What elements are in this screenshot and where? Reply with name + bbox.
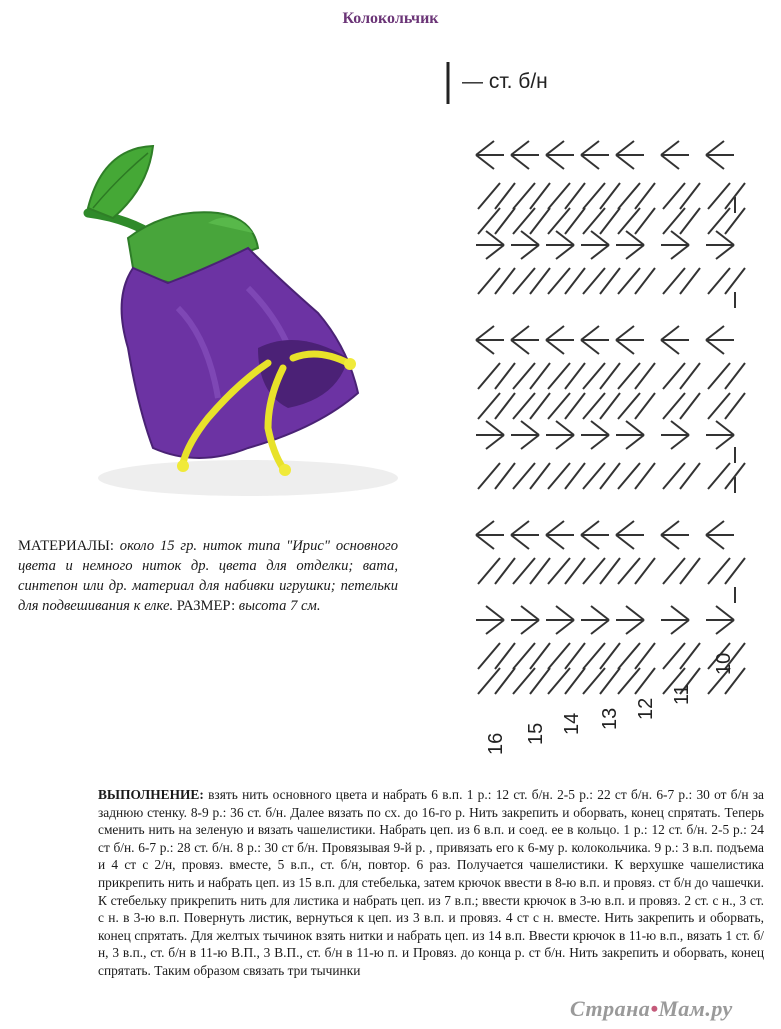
- single-crochet-stitch: [663, 463, 685, 489]
- single-crochet-stitch: [548, 558, 570, 584]
- single-crochet-stitch: [708, 463, 730, 489]
- increase-stitch: [486, 620, 504, 634]
- single-crochet-stitch: [663, 363, 685, 389]
- single-crochet-stitch: [478, 363, 500, 389]
- single-crochet-stitch: [513, 463, 535, 489]
- single-crochet-stitch: [618, 463, 640, 489]
- single-crochet-stitch: [708, 393, 730, 419]
- single-crochet-stitch: [478, 393, 500, 419]
- decrease-stitch: [706, 141, 724, 155]
- single-crochet-stitch: [583, 363, 605, 389]
- decrease-stitch: [661, 155, 679, 169]
- increase-stitch: [556, 606, 574, 620]
- decrease-stitch: [616, 535, 634, 549]
- chart-row-number: 12: [635, 697, 657, 720]
- increase-stitch: [556, 620, 574, 634]
- decrease-stitch: [476, 155, 494, 169]
- single-crochet-stitch: [583, 183, 605, 209]
- single-crochet-stitch: [513, 208, 535, 234]
- single-crochet-stitch: [478, 463, 500, 489]
- single-crochet-stitch: [548, 268, 570, 294]
- decrease-stitch: [476, 141, 494, 155]
- single-crochet-stitch: [618, 668, 640, 694]
- decrease-stitch: [661, 521, 679, 535]
- decrease-stitch: [581, 535, 599, 549]
- increase-stitch: [591, 245, 609, 259]
- materials-text: около 15 гр. ниток типа "Ирис" основного цвета и немного ниток др. цвета для отделки; вата, синтепон или др. материал для набивки игрушки; петельки для подвешивания к елке.: [18, 538, 398, 614]
- decrease-stitch: [661, 340, 679, 354]
- single-crochet-stitch: [513, 558, 535, 584]
- decrease-stitch: [546, 155, 564, 169]
- chart-row-number: 11: [671, 684, 693, 705]
- increase-stitch: [556, 421, 574, 435]
- single-crochet-stitch: [513, 643, 535, 669]
- decrease-stitch: [661, 535, 679, 549]
- decrease-stitch: [476, 521, 494, 535]
- chart-row-number: 14: [561, 712, 583, 735]
- single-crochet-stitch: [618, 268, 640, 294]
- decrease-stitch: [511, 521, 529, 535]
- increase-stitch: [486, 421, 504, 435]
- size-label: РАЗМЕР:: [176, 598, 236, 614]
- increase-stitch: [626, 245, 644, 259]
- increase-stitch: [591, 606, 609, 620]
- increase-stitch: [486, 435, 504, 449]
- decrease-stitch: [616, 340, 634, 354]
- increase-stitch: [556, 435, 574, 449]
- increase-stitch: [671, 245, 689, 259]
- single-crochet-stitch: [478, 643, 500, 669]
- increase-stitch: [521, 435, 539, 449]
- bellflower-photo: [18, 108, 406, 518]
- increase-stitch: [591, 421, 609, 435]
- increase-stitch: [716, 435, 734, 449]
- decrease-stitch: [546, 340, 564, 354]
- increase-stitch: [591, 620, 609, 634]
- decrease-stitch: [476, 535, 494, 549]
- single-crochet-stitch: [618, 363, 640, 389]
- decrease-stitch: [546, 326, 564, 340]
- decrease-stitch: [706, 155, 724, 169]
- decrease-stitch: [476, 326, 494, 340]
- decrease-stitch: [546, 521, 564, 535]
- increase-stitch: [671, 435, 689, 449]
- chart-legend: — ст. б/н: [462, 70, 548, 93]
- increase-stitch: [626, 620, 644, 634]
- single-crochet-stitch: [618, 208, 640, 234]
- increase-stitch: [486, 245, 504, 259]
- materials-label: МАТЕРИАЛЫ:: [18, 538, 114, 554]
- chart-row-number: 16: [485, 732, 507, 755]
- chart-row-number: 15: [525, 722, 547, 745]
- increase-stitch: [521, 620, 539, 634]
- single-crochet-stitch: [548, 183, 570, 209]
- single-crochet-stitch: [548, 643, 570, 669]
- decrease-stitch: [616, 141, 634, 155]
- decrease-stitch: [616, 521, 634, 535]
- single-crochet-stitch: [513, 393, 535, 419]
- single-crochet-stitch: [513, 668, 535, 694]
- single-crochet-stitch: [478, 268, 500, 294]
- chart-row-number: 10: [713, 652, 735, 675]
- single-crochet-stitch: [663, 393, 685, 419]
- decrease-stitch: [476, 340, 494, 354]
- single-crochet-stitch: [583, 268, 605, 294]
- single-crochet-stitch: [708, 183, 730, 209]
- increase-stitch: [626, 435, 644, 449]
- single-crochet-stitch: [548, 668, 570, 694]
- single-crochet-stitch: [548, 393, 570, 419]
- single-crochet-stitch: [513, 268, 535, 294]
- single-crochet-stitch: [478, 208, 500, 234]
- single-crochet-stitch: [513, 183, 535, 209]
- decrease-stitch: [581, 521, 599, 535]
- single-crochet-stitch: [583, 463, 605, 489]
- decrease-stitch: [511, 340, 529, 354]
- decrease-stitch: [706, 326, 724, 340]
- increase-stitch: [716, 606, 734, 620]
- single-crochet-stitch: [478, 558, 500, 584]
- decrease-stitch: [511, 326, 529, 340]
- decrease-stitch: [706, 521, 724, 535]
- materials-block: [18, 536, 398, 616]
- single-crochet-stitch: [478, 668, 500, 694]
- increase-stitch: [521, 606, 539, 620]
- single-crochet-stitch: [548, 463, 570, 489]
- chart-row-number: 13: [599, 707, 621, 730]
- decrease-stitch: [511, 155, 529, 169]
- single-crochet-stitch: [663, 208, 685, 234]
- page-title: Колокольчик: [342, 10, 439, 27]
- single-crochet-stitch: [708, 268, 730, 294]
- single-crochet-stitch: [583, 668, 605, 694]
- single-crochet-stitch: [708, 363, 730, 389]
- single-crochet-stitch: [583, 643, 605, 669]
- decrease-stitch: [581, 326, 599, 340]
- instructions-text: взять нить основного цвета и набрать 6 в.п. 1 р.: 12 ст. б/н. 2-5 р.: 22 ст б/н. 6-7 р.: 30 от б/н за заднюю стенку. 8-9 р.: 36 ст. б/н. Далее вязать по сх. до 16-го р. Нить закрепить и оборвать, конец спрятать. Теперь сменить нить на зеленую и вязать чашелистики. Набрать цеп. из 6 в.п. и соед. ее в кольцо. 1 р.: 12 ст. б/н. 2-5 р.: 24 ст б/н. 6-7 р.: 28 ст. б/н. 8 р.: 30 ст б/н. Провязывая 9-й р. , привязать его к 6-му р. колокольчика. 9 р.: 3 в.п. подъема и 4 ст с 2/н, провяз. вместе, 5 в.п., ст. б/н, повтор. 6 раз. Получается чашелистики. К верхушке чашелистика прикрепить нить и набрать цеп. из 15 в.п. для стебелька, затем крючок ввести в 8-ю в.п. и провяз. ст б/н до чашечки. К стебельку прикрепить нить для листика и набрать цеп. из 7 в.п.; ввести крючок в 3-ю в.п. и провяз. 2 ст. с н., 3 ст. с н. в 3-ю в.п. Повернуть листик, вернуться к цеп. из 3 в.п. и провяз. 4 ст с н. вместе. Нить закрепить и оборвать, конец спрятать. Для желтых тычинок взять нитки и набрать цеп. из 14 в.п. Ввести крючок в 11-ю в.п., вязать 1 ст. б/н, 3 в.п., ст. б/н в 11-ю В.П., 3 В.П., ст. б/н в 11-ю п. и Провяз. до конца р. ст б/н. Нить закрепить и оборвать, конец спрятать. Таким образом связать три тычинки: [98, 787, 764, 978]
- instructions-block: [98, 786, 764, 980]
- single-crochet-stitch: [663, 268, 685, 294]
- decrease-stitch: [661, 141, 679, 155]
- decrease-stitch: [661, 326, 679, 340]
- decrease-stitch: [706, 340, 724, 354]
- decrease-stitch: [581, 141, 599, 155]
- decrease-stitch: [616, 155, 634, 169]
- decrease-stitch: [546, 141, 564, 155]
- stitch-chart: [430, 55, 765, 770]
- increase-stitch: [671, 620, 689, 634]
- single-crochet-stitch: [583, 558, 605, 584]
- decrease-stitch: [546, 535, 564, 549]
- decrease-stitch: [581, 155, 599, 169]
- watermark-part-b: Мам: [658, 996, 706, 1021]
- increase-stitch: [671, 421, 689, 435]
- single-crochet-stitch: [618, 643, 640, 669]
- instructions-label: ВЫПОЛНЕНИЕ:: [98, 787, 204, 802]
- single-crochet-stitch: [708, 208, 730, 234]
- single-crochet-stitch: [618, 183, 640, 209]
- increase-stitch: [486, 606, 504, 620]
- single-crochet-stitch: [618, 558, 640, 584]
- decrease-stitch: [616, 326, 634, 340]
- increase-stitch: [556, 245, 574, 259]
- increase-stitch: [626, 606, 644, 620]
- single-crochet-stitch: [478, 183, 500, 209]
- single-crochet-stitch: [513, 363, 535, 389]
- single-crochet-stitch: [663, 643, 685, 669]
- increase-stitch: [716, 421, 734, 435]
- single-crochet-stitch: [708, 558, 730, 584]
- increase-stitch: [521, 245, 539, 259]
- site-watermark: [570, 996, 733, 1022]
- decrease-stitch: [581, 340, 599, 354]
- size-text: высота 7 см.: [238, 598, 321, 614]
- decrease-stitch: [511, 141, 529, 155]
- increase-stitch: [716, 620, 734, 634]
- single-crochet-stitch: [583, 393, 605, 419]
- single-crochet-stitch: [618, 393, 640, 419]
- increase-stitch: [626, 421, 644, 435]
- single-crochet-stitch: [663, 558, 685, 584]
- single-crochet-stitch: [548, 208, 570, 234]
- increase-stitch: [716, 245, 734, 259]
- single-crochet-stitch: [548, 363, 570, 389]
- increase-stitch: [591, 435, 609, 449]
- watermark-part-a: Страна: [570, 996, 651, 1021]
- single-crochet-stitch: [583, 208, 605, 234]
- decrease-stitch: [511, 535, 529, 549]
- single-crochet-stitch: [663, 183, 685, 209]
- watermark-dot: •: [650, 996, 659, 1021]
- decrease-stitch: [706, 535, 724, 549]
- watermark-part-c: .ру: [705, 996, 733, 1021]
- increase-stitch: [521, 421, 539, 435]
- increase-stitch: [671, 606, 689, 620]
